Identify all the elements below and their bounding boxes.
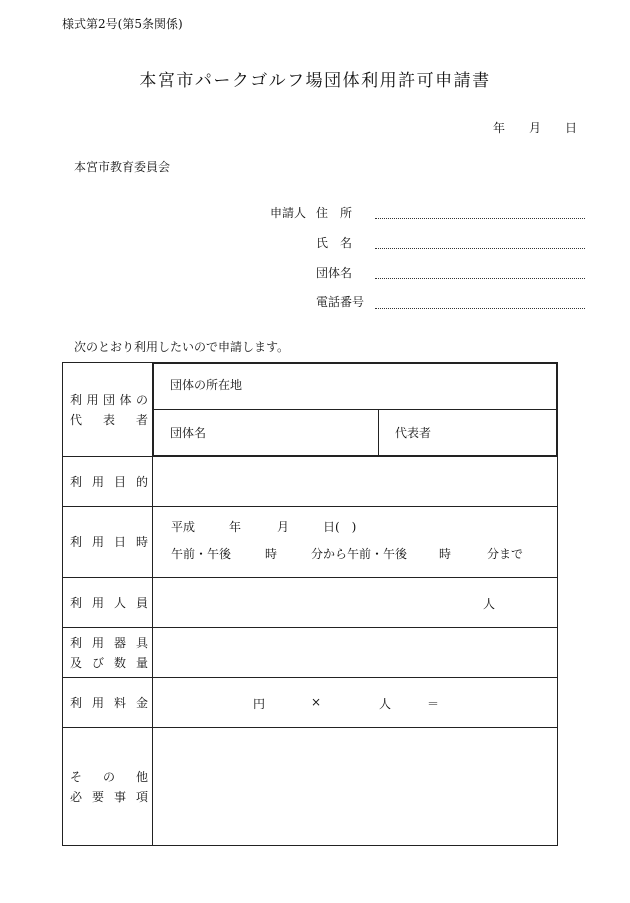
rep-label-line1 xyxy=(70,390,148,410)
people-field[interactable] xyxy=(153,578,558,628)
label-char: 日 xyxy=(113,535,126,549)
people-unit: 人 xyxy=(483,597,496,611)
label-char: 者 xyxy=(135,412,148,427)
rep-label xyxy=(63,363,153,457)
group-name-cell-label: 団体名 xyxy=(170,426,207,440)
date-month-label: 月 xyxy=(529,121,542,135)
hour-start-label: 時 xyxy=(265,547,278,561)
date-year-label: 年 xyxy=(493,121,506,135)
label-char: 事 xyxy=(113,789,126,804)
people-label xyxy=(63,578,153,628)
label-char: 用 xyxy=(91,535,104,549)
rep-inner xyxy=(153,363,557,456)
label-char: 利 xyxy=(70,535,83,549)
yen-label: 円 xyxy=(253,697,266,711)
label-char: 員 xyxy=(135,595,148,610)
purpose-label xyxy=(63,457,153,507)
fee-label xyxy=(63,678,153,728)
label-char: び xyxy=(91,655,104,670)
label-char: 代 xyxy=(70,412,83,427)
fee-people-label: 人 xyxy=(379,697,392,711)
label-char: の xyxy=(102,769,115,784)
label-char: 用 xyxy=(91,474,104,489)
label-char: 要 xyxy=(91,789,104,804)
month-label: 月 xyxy=(277,520,290,534)
group-name-cell[interactable] xyxy=(154,410,379,456)
label-char: 目 xyxy=(113,474,126,489)
label-char: の xyxy=(135,392,148,407)
form-number: 様式第2号(第5条関係) xyxy=(62,17,183,31)
label-char: 器 xyxy=(113,635,126,650)
addressee: 本宮市教育委員会 xyxy=(74,160,171,174)
date-day-label: 日 xyxy=(565,121,578,135)
from-label: 分から午前・午後 xyxy=(311,547,408,561)
representative-cell[interactable] xyxy=(379,410,557,456)
era-label: 平成 xyxy=(171,520,196,534)
application-table xyxy=(62,362,558,846)
label-char: 量 xyxy=(135,655,148,670)
label-char: 利 xyxy=(70,392,83,407)
label-char: 必 xyxy=(70,789,83,804)
location-label: 団体の所在地 xyxy=(170,378,243,392)
label-char: 利 xyxy=(70,474,83,489)
phone-label: 電話番号 xyxy=(316,295,365,309)
representative-label: 代表者 xyxy=(395,426,432,440)
label-char: 用 xyxy=(91,635,104,650)
label-char: 数 xyxy=(113,655,126,670)
label-char: 表 xyxy=(102,412,115,427)
page-title: 本宮市パークゴルフ場団体利用許可申請書 xyxy=(139,71,491,91)
equipment-field[interactable] xyxy=(153,628,558,678)
rep-label-line2 xyxy=(70,410,148,430)
label-char: 金 xyxy=(135,695,148,710)
date-line xyxy=(493,119,577,136)
equals-sign: ＝ xyxy=(427,697,440,711)
datetime-label xyxy=(63,507,153,578)
name-label: 氏 名 xyxy=(316,236,353,250)
label-char: 体 xyxy=(119,392,132,407)
address-label: 住 所 xyxy=(316,206,353,220)
label-char: 的 xyxy=(135,474,148,489)
label-char: 利 xyxy=(70,695,83,710)
group-name-label: 団体名 xyxy=(316,266,353,280)
label-char: 利 xyxy=(70,595,83,610)
purpose-field[interactable] xyxy=(153,457,558,507)
day-label: 日( ) xyxy=(323,520,357,534)
applicant-label: 申請人 xyxy=(270,206,307,220)
label-char: 団 xyxy=(102,392,115,407)
equipment-label xyxy=(63,628,153,678)
label-char: 用 xyxy=(86,392,99,407)
phone-field[interactable] xyxy=(375,308,585,309)
label-char: 利 xyxy=(70,635,83,650)
label-char: 料 xyxy=(113,695,126,710)
location-field[interactable] xyxy=(154,364,557,410)
other-label xyxy=(63,728,153,846)
times-sign: × xyxy=(311,695,322,709)
datetime-field[interactable] xyxy=(153,507,558,578)
label-char: 具 xyxy=(135,635,148,650)
intro-text: 次のとおり利用したいので申請します。 xyxy=(74,340,290,354)
label-char: 用 xyxy=(91,595,104,610)
year-label: 年 xyxy=(229,520,242,534)
label-char: 用 xyxy=(91,695,104,710)
am-pm-start: 午前・午後 xyxy=(171,547,232,561)
until-label: 分まで xyxy=(487,547,524,561)
label-char: 及 xyxy=(70,655,83,670)
label-char: そ xyxy=(70,769,83,784)
label-char: 時 xyxy=(135,535,148,549)
address-field[interactable] xyxy=(375,218,585,219)
name-field[interactable] xyxy=(375,248,585,249)
other-field[interactable] xyxy=(153,728,558,846)
fee-field[interactable] xyxy=(153,678,558,728)
hour-end-label: 時 xyxy=(439,547,452,561)
label-char: 人 xyxy=(113,595,126,610)
group-name-field[interactable] xyxy=(375,278,585,279)
label-char: 項 xyxy=(135,789,148,804)
label-char: 他 xyxy=(135,769,148,784)
